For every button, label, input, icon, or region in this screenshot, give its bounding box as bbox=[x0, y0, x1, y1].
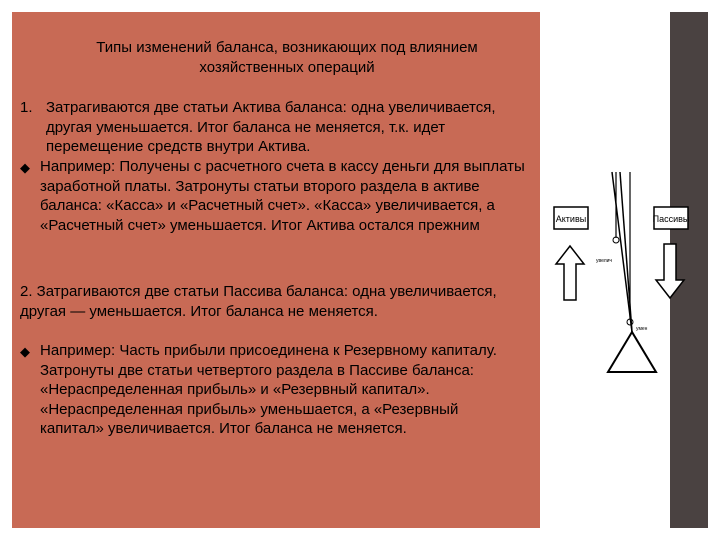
down-arrow-icon bbox=[656, 244, 684, 298]
liabilities-label: Пассивы bbox=[652, 214, 690, 224]
content-panel bbox=[12, 12, 540, 528]
list-item-2: 2. Затрагиваются две статьи Пассива баланса: одна увеличивается, другая — уменьшается. Итог баланса не меняется. bbox=[20, 283, 497, 320]
pivot-triangle-icon bbox=[608, 332, 656, 372]
assets-label: Активы bbox=[555, 214, 587, 224]
diamond-bullet-icon: ◆ bbox=[20, 344, 30, 359]
up-arrow-icon bbox=[556, 246, 584, 300]
balance-diagram bbox=[552, 160, 702, 380]
item-1-number: 1. bbox=[20, 99, 33, 116]
example-2-text: Например: Часть прибыли присоединена к Резервному капиталу. Затронуты две статьи четвертого раздела в Пассиве баланса: «Нераспределенная прибыль» и «Резервный капитал». «Нераспределенная прибыль» уменьшается, а «Резервный капитал» увеличивается. Итог баланса не меняется. bbox=[40, 342, 497, 437]
small-label-right: умен bbox=[636, 326, 648, 332]
slide-title: Типы изменений баланса, возникающих под влиянием хозяйственных операций bbox=[96, 39, 478, 76]
item-1-text: Затрагиваются две статьи Актива баланса: одна увеличивается, другая уменьшается. Итог баланса не меняется, т.к. идет перемещение средств внутри Актива. bbox=[46, 99, 496, 155]
small-label-left: увелич bbox=[596, 258, 613, 264]
list-item-1 bbox=[12, 98, 532, 157]
example-1-text: Например: Получены с расчетного счета в кассу деньги для выплаты заработной платы. Затронуты статьи второго раздела в активе баланса: «Касса» и «Расчетный счет». «Касса» увеличивается, а «Расчетный счет» уменьшается. Итог Актива остался прежним bbox=[40, 158, 525, 234]
diamond-bullet-icon: ◆ bbox=[20, 160, 30, 175]
